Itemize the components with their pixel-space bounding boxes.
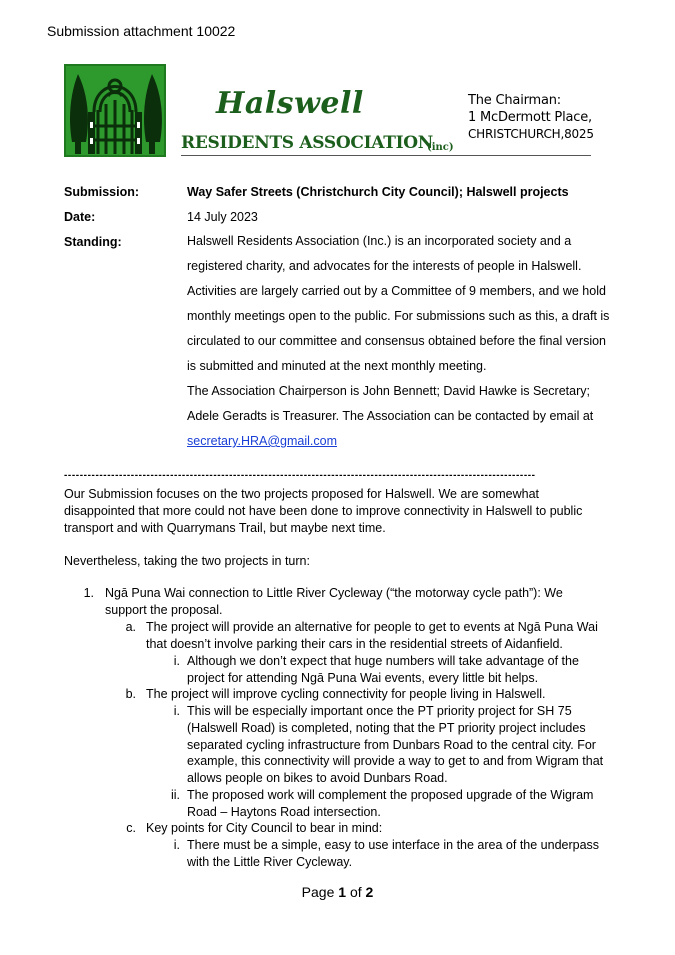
list-line: Ngā Puna Wai connection to Little River Cycleway (“the motorway cycle path”): We (105, 586, 563, 600)
list-marker: c. (126, 821, 136, 835)
date-label: Date: (64, 210, 96, 224)
list-line: project for attending Ngā Puna Wai events, every little bit helps. (187, 670, 539, 685)
email-link[interactable]: secretary.HRA@gmail.com (187, 434, 337, 448)
lead-in: Nevertheless, taking the two projects in turn: (64, 554, 310, 568)
page-total: 2 (365, 884, 374, 900)
address-line-3: CHRISTCHURCH,8025 (468, 127, 594, 141)
standing-line: The Association Chairperson is John Bennett; David Hawke is Secretary; (187, 384, 590, 398)
association-subtitle: RESIDENTS ASSOCIATION (181, 133, 433, 153)
list-marker: i. (173, 704, 180, 718)
list-line: support the proposal. (105, 602, 223, 617)
list-line: Road – Haytons Road intersection. (187, 804, 381, 819)
address-line-1: The Chairman: (468, 93, 561, 108)
list-line: that doesn’t involve parking their cars in the residential streets of Aidanfield. (146, 636, 563, 651)
list-marker: ii. (170, 788, 180, 802)
list-line: (Halswell Road) is completed, noting that the PT priority project includes (187, 720, 586, 735)
page-middle: of (346, 884, 366, 900)
list-line: allows people on bikes to avoid Dunbars Road. (187, 771, 448, 786)
list-line: separated cycling infrastructure from Dunbars Road to the central city. For (187, 737, 596, 752)
list-line: The project will provide an alternative for people to get to events at Ngā Puna Wai (146, 620, 598, 634)
list-marker: 1. (83, 586, 94, 600)
association-inc: (inc) (427, 142, 454, 153)
standing-label: Standing: (64, 235, 122, 249)
list-line: There must be a simple, easy to use interface in the area of the underpass (187, 838, 600, 852)
list-marker: i. (173, 838, 180, 852)
standing-line: Adele Geradts is Treasurer. The Association can be contacted by email at (187, 409, 594, 423)
intro-line: disappointed that more could not have been done to improve connectivity in Halswell to public (64, 504, 583, 518)
submission-label: Submission: (64, 185, 140, 199)
intro-line: transport and with Quarrymans Trail, but maybe next time. (64, 521, 386, 535)
list-line: example, this connectivity will provide a way to get to and from Wigram that (187, 754, 604, 769)
attachment-label: Submission attachment 10022 (47, 23, 236, 39)
intro-line: Our Submission focuses on the two projects proposed for Halswell. We are somewhat (64, 487, 539, 501)
standing-line: circulated to our committee and consensus obtained before the final version (187, 334, 606, 348)
address-line-2: 1 McDermott Place, (468, 110, 592, 125)
page-current: 1 (338, 884, 347, 900)
list-line: The project will improve cycling connectivity for people living in Halswell. (146, 687, 546, 701)
list-line: This will be especially important once the PT priority project for SH 75 (187, 704, 572, 718)
standing-line: Halswell Residents Association (Inc.) is an incorporated society and a (187, 234, 572, 248)
standing-line: monthly meetings open to the public. For submissions such as this, a draft is (187, 309, 610, 323)
list-line: with the Little River Cycleway. (187, 854, 353, 869)
list-line: The proposed work will complement the proposed upgrade of the Wigram (187, 788, 594, 802)
list-line: Although we don’t expect that huge numbers will take advantage of the (187, 654, 579, 668)
standing-line: Activities are largely carried out by a Committee of 9 members, and we hold (187, 284, 606, 298)
date-value: 14 July 2023 (187, 210, 258, 224)
standing-line: is submitted and minuted at the next monthly meeting. (187, 359, 487, 373)
association-name: Halswell (216, 86, 364, 121)
page-footer (0, 884, 675, 900)
list-marker: b. (125, 687, 136, 701)
standing-line: registered charity, and advocates for the interests of people in Halswell. (187, 259, 582, 273)
page-prefix: Page (301, 884, 339, 900)
separator: ------------------------------------------------------------------------------------------------------------------------ (64, 470, 536, 481)
list-marker: a. (125, 620, 136, 634)
submission-value: Way Safer Streets (Christchurch City Council); Halswell projects (187, 185, 569, 199)
list-marker: i. (173, 654, 180, 668)
list-line: Key points for City Council to bear in mind: (146, 821, 383, 835)
